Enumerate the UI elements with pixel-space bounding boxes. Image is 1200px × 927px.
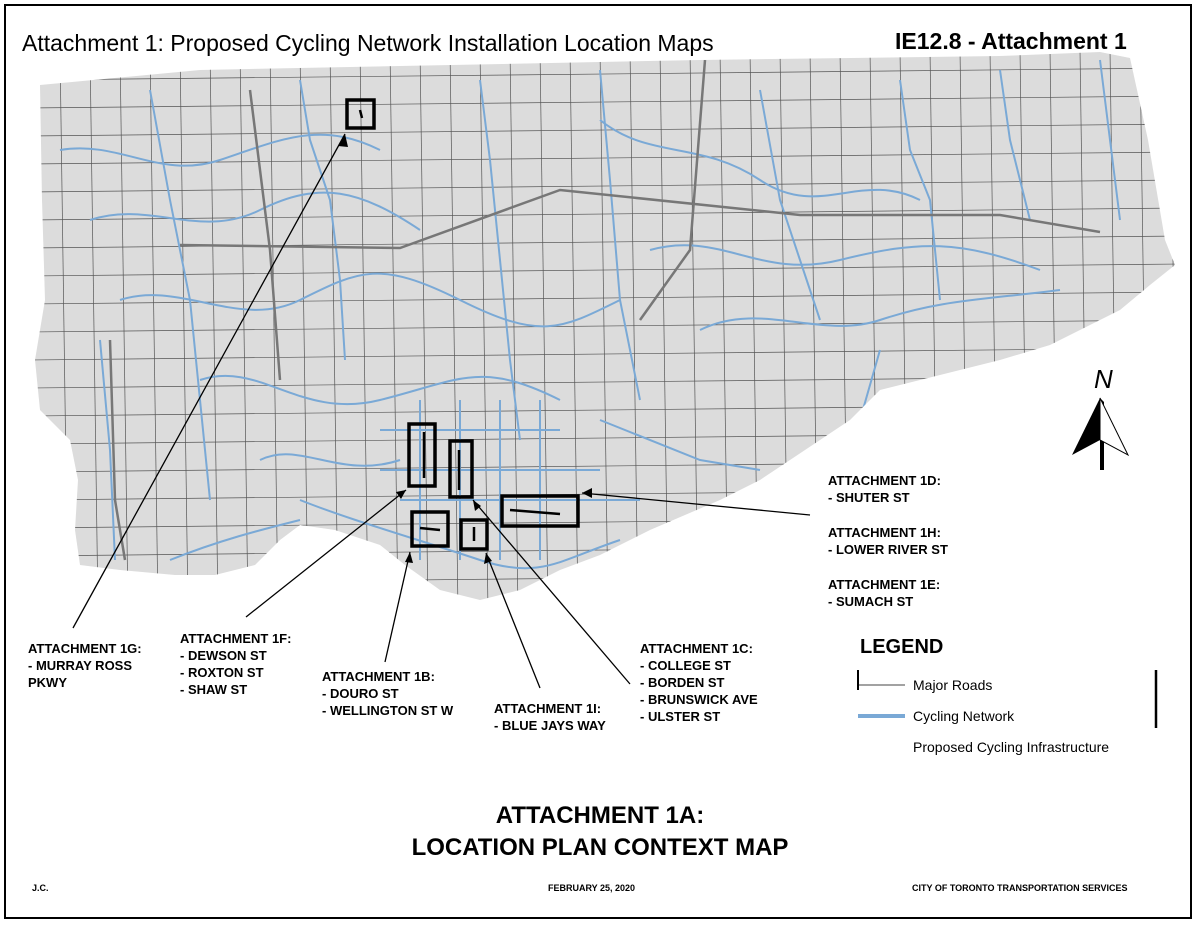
label-title: ATTACHMENT 1I:: [494, 701, 602, 716]
main-title-line-1: ATTACHMENT 1A:: [495, 802, 705, 829]
legend-title: LEGEND: [860, 636, 944, 658]
label-title: ATTACHMENT 1G:: [28, 641, 142, 656]
street-name: - DEWSON ST: [180, 648, 267, 663]
label-attachment-1g: [28, 640, 142, 691]
street-name: - COLLEGE ST: [640, 658, 731, 673]
label-attachment-1b: [322, 668, 453, 719]
street-name: - ULSTER ST: [640, 709, 721, 724]
street-name: - WELLINGTON ST W: [322, 703, 454, 718]
street-name: - BORDEN ST: [640, 675, 725, 690]
street-name: - BRUNSWICK AVE: [640, 692, 758, 707]
main-title: [0, 800, 1200, 864]
street-name: - SHUTER ST: [828, 490, 910, 505]
label-title: ATTACHMENT 1F:: [180, 631, 292, 646]
legend-item-proposed-infrastructure: Proposed Cycling Infrastructure: [913, 739, 1110, 755]
street-name: - SHAW ST: [180, 682, 248, 697]
footer-agency: CITY OF TORONTO TRANSPORTATION SERVICES: [912, 883, 1128, 893]
street-name: - MURRAY ROSS: [28, 658, 133, 673]
legend-item-major-roads: Major Roads: [913, 677, 993, 693]
label-attachment-1e: [828, 576, 940, 610]
street-name: - DOURO ST: [322, 686, 399, 701]
label-title: ATTACHMENT 1H:: [828, 525, 941, 540]
street-name: PKWY: [28, 675, 67, 690]
label-attachment-1f: [180, 630, 291, 698]
label-title: ATTACHMENT 1E:: [828, 577, 941, 592]
north-arrow-icon: [1072, 364, 1128, 470]
main-title-line-2: LOCATION PLAN CONTEXT MAP: [411, 834, 789, 861]
north-label: N: [1094, 364, 1113, 394]
label-title: ATTACHMENT 1D:: [828, 473, 941, 488]
label-title: ATTACHMENT 1C:: [640, 641, 753, 656]
document-reference: IE12.8 - Attachment 1: [895, 28, 1127, 54]
label-attachment-1d: [828, 472, 941, 506]
street-name: - ROXTON ST: [180, 665, 264, 680]
page-header-title: Attachment 1: Proposed Cycling Network Installation Location Maps: [22, 30, 714, 56]
legend-item-cycling-network: Cycling Network: [913, 708, 1015, 724]
label-attachment-1c: [640, 640, 758, 725]
label-attachment-1i: [494, 700, 606, 734]
label-attachment-1h: [828, 524, 948, 558]
street-name: - SUMACH ST: [828, 594, 914, 609]
footer-date: FEBRUARY 25, 2020: [548, 883, 636, 893]
street-name: - BLUE JAYS WAY: [494, 718, 606, 733]
street-name: - LOWER RIVER ST: [828, 542, 948, 557]
footer-author: J.C.: [32, 883, 49, 893]
label-title: ATTACHMENT 1B:: [322, 669, 435, 684]
